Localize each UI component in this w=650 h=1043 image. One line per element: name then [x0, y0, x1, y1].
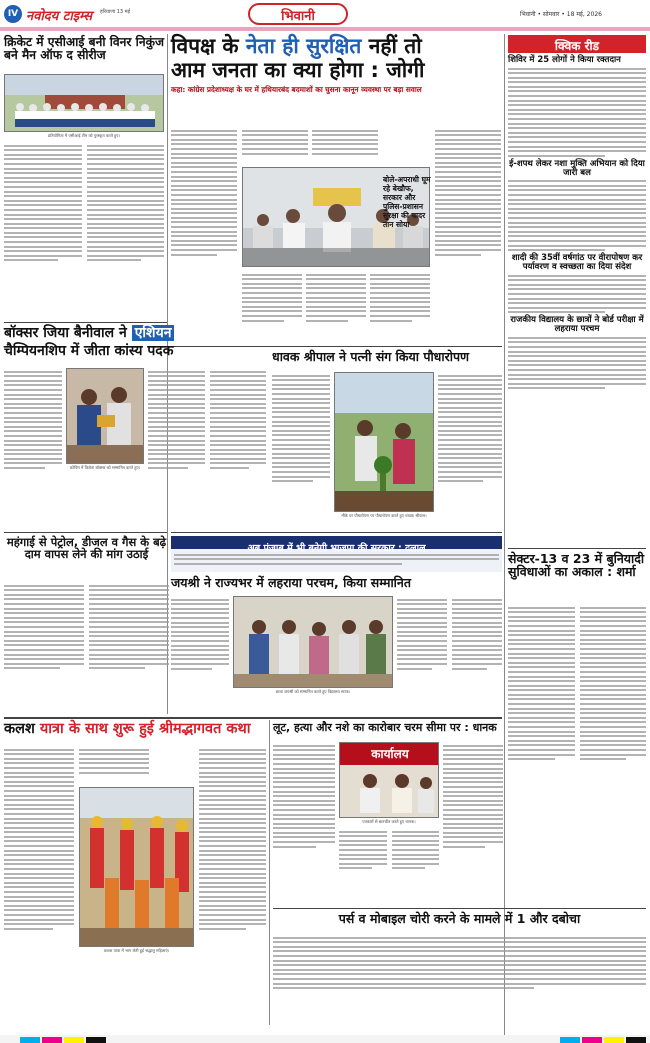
loot-headline: लूट, हत्या और नशे का कारोबार चरम सीमा पर : धानक: [273, 721, 497, 734]
paper-name: नवोदय टाइम्स: [26, 9, 93, 24]
boxer-story: [4, 326, 266, 526]
kalash-body-right: [199, 746, 266, 932]
cricket-photo: [4, 74, 164, 132]
opposition-body-mid: [242, 127, 308, 157]
quick-read-item1-body: [508, 68, 646, 157]
masthead: [0, 0, 650, 30]
dhawak-photo: [334, 372, 434, 512]
sector-headline: सेक्टर-13 व 23 में बुनियादी सुविधाओं का अकाल : शर्मा: [508, 551, 645, 580]
loot-banner-text: कार्यालय: [371, 747, 409, 761]
dhawak-story: [272, 350, 502, 532]
opposition-subhead: कहा: कांग्रेस प्रदेशाध्यक्ष के घर में हथियारबंद बदमाशों का घुसना कानून व्यवस्था पर बड़ा सवाल: [171, 85, 422, 95]
kalash-body-left: [4, 746, 74, 932]
page-number: IV: [7, 9, 19, 19]
section-label-box: [248, 3, 348, 25]
purse-headline: पर्स व मोबाइल चोरी करने के मामले में 1 और दबोचा: [338, 911, 581, 926]
opposition-body-bottom3: [370, 271, 430, 324]
boxer-headline-line2-text: चैम्पियनशिप में जीता कांस्य पदक: [4, 342, 174, 359]
kalash-headline-part2: यात्रा के साथ शुरू हुई श्रीमद्भागवत कथा: [39, 721, 251, 737]
opposition-body-bottom2: [306, 271, 366, 324]
opposition-headline-line2: आम जनता का क्या होगा : जोगी: [171, 58, 425, 83]
boxer-caption: कोचिंग में विजेता बॉक्सर को सम्मानित करते हुए।: [69, 465, 141, 470]
quick-read-item2-body: [508, 180, 646, 251]
boxer-headline-highlight: एशियन: [132, 325, 175, 341]
quick-read-label: क्विक रीड: [554, 39, 600, 53]
opposition-body-right: [435, 127, 501, 258]
loot-body-bottom: [339, 828, 439, 872]
sector-story: [508, 552, 646, 912]
opposition-headline-part2: नेता ही सुरक्षित: [245, 34, 362, 58]
felicitation-photo-icon: [234, 597, 393, 688]
opposition-body-bottom1: [242, 271, 302, 324]
quick-read-item3-body: [508, 275, 646, 314]
kalash-yatra-photo-icon: [80, 788, 194, 947]
boxer-headline-part1: बॉक्सर जिया बैनीवाल ने: [4, 325, 127, 341]
footer-color-bar: [0, 1030, 650, 1040]
boxer-headline-line2: [4, 344, 266, 359]
boxer-body-left: [4, 368, 62, 472]
dhawak-body-right: [438, 372, 502, 485]
column-rule: [269, 720, 270, 1025]
quick-read-item2-head: ई-शपथ लेकर नशा मुक्ति अभियान को दिया जारी बल: [509, 158, 645, 178]
loot-story: [273, 722, 503, 902]
kalash-photo: [79, 787, 194, 947]
jaishree-headline: जयश्री ने राज्यभर में लहराया परचम, किया सम्मानित: [171, 575, 411, 590]
opposition-story: [171, 35, 501, 345]
quick-read-item4-head: राजकीय विद्यालय के छात्रों ने बोर्ड परीक्षा में लहराया परचम: [510, 315, 644, 335]
purse-body: [273, 934, 646, 992]
kalash-caption: कलश यात्रा में भाग लेती हुई श्रद्धालु महिलाएं।: [103, 948, 170, 953]
kalash-headline: [4, 722, 266, 737]
boxer-headline-line1: [4, 326, 266, 341]
pink-band: [0, 27, 650, 31]
small-note: हरियाणा 13 मई: [100, 9, 131, 15]
jaishree-story: [171, 576, 502, 714]
jaishree-caption: छात्रा जयश्री को सम्मानित करते हुए विद्यालय स्टाफ।: [275, 689, 351, 694]
column-rule: [504, 34, 505, 1039]
quick-read-item4-body: [508, 337, 646, 390]
sector-body: [508, 604, 646, 763]
jaishree-body-right: [397, 596, 502, 672]
opposition-headline-line1: [171, 35, 501, 57]
boxer-photo: [66, 368, 144, 464]
loot-photo: [339, 742, 439, 818]
opposition-pullquote: बोले-अपराधी घूम रहे बेखौफ, सरकार और पुलिस-प्रशासन सुरक्षा की चादर तान सोया: [383, 175, 431, 229]
opposition-headline-part3: नहीं तो: [368, 34, 422, 58]
team-photo-icon: [5, 75, 164, 132]
kalash-story: [4, 722, 266, 1022]
tree-planting-photo-icon: [335, 373, 434, 512]
page-number-badge: [4, 5, 22, 23]
jaishree-body-left: [171, 596, 229, 672]
section-divider: [4, 532, 167, 533]
date-line: भिवानी • सोमवार • 18 मई, 2026: [520, 11, 602, 18]
punjab-story: [171, 536, 502, 572]
cricket-headline: क्रिकेट में एसीआई बनी विनर निकुंज बने मैन ऑफ द सीरीज: [4, 35, 164, 62]
boxer-body-right: [148, 368, 266, 472]
cricket-caption: प्रतियोगिता में एसीआई टीम को पुरस्कृत करते हुए।: [47, 133, 121, 138]
dhawak-body-left: [272, 372, 330, 485]
boxer-award-photo-icon: [67, 369, 144, 464]
loot-caption: पत्रकारों से बातचीत करते हुए धानक।: [362, 819, 416, 824]
kalash-body-mid: [79, 746, 149, 776]
quick-read-label-box: [508, 35, 646, 53]
quick-read-item1-head: शिविर में 25 लोगों ने किया रक्तदान: [508, 55, 621, 65]
print-registration-bar-icon: [0, 1035, 650, 1043]
section-divider: [171, 532, 502, 533]
punjab-headline: अब पंजाब में भी बनेगी भाजपा की सरकार : दलाल: [247, 543, 426, 554]
opposition-body-mid2: [312, 127, 378, 157]
opposition-headline-part1: विपक्ष के: [171, 34, 239, 58]
punjab-headline-bar: [171, 536, 502, 554]
jaishree-photo: [233, 596, 393, 688]
section-divider: [4, 717, 502, 719]
loot-body-left: [273, 742, 335, 850]
section-divider: [508, 548, 646, 549]
loot-body-right: [443, 742, 503, 850]
quick-read-item3-head: शादी की 35वीं वर्षगांठ पर वीरापोषण कर पर्यावरण व स्वच्छता का दिया संदेश: [511, 253, 643, 273]
section-divider: [273, 908, 646, 909]
cricket-story: [4, 36, 164, 321]
section-label: भिवानी: [281, 9, 315, 24]
dhawak-headline: धावक श्रीपाल ने पत्नी संग किया पौधारोपण: [272, 349, 470, 364]
fuel-story: [4, 536, 169, 714]
dhawak-caption: मौके पर पौधारोपण पर पौधारोपण करते हुए धावक श्रीपाल।: [341, 513, 427, 518]
purse-story: [273, 912, 646, 1027]
fuel-headline: महंगाई से पेट्रोल, डीजल व गैस के बढ़े दाम वापस लेने की मांग उठाई: [6, 535, 167, 562]
section-divider: [4, 322, 167, 323]
fuel-body: [4, 582, 169, 672]
quick-read-column: [508, 35, 646, 545]
opposition-body-left: [171, 127, 237, 258]
kalash-headline-part1: कलश: [4, 721, 35, 737]
cricket-body: [4, 142, 164, 320]
